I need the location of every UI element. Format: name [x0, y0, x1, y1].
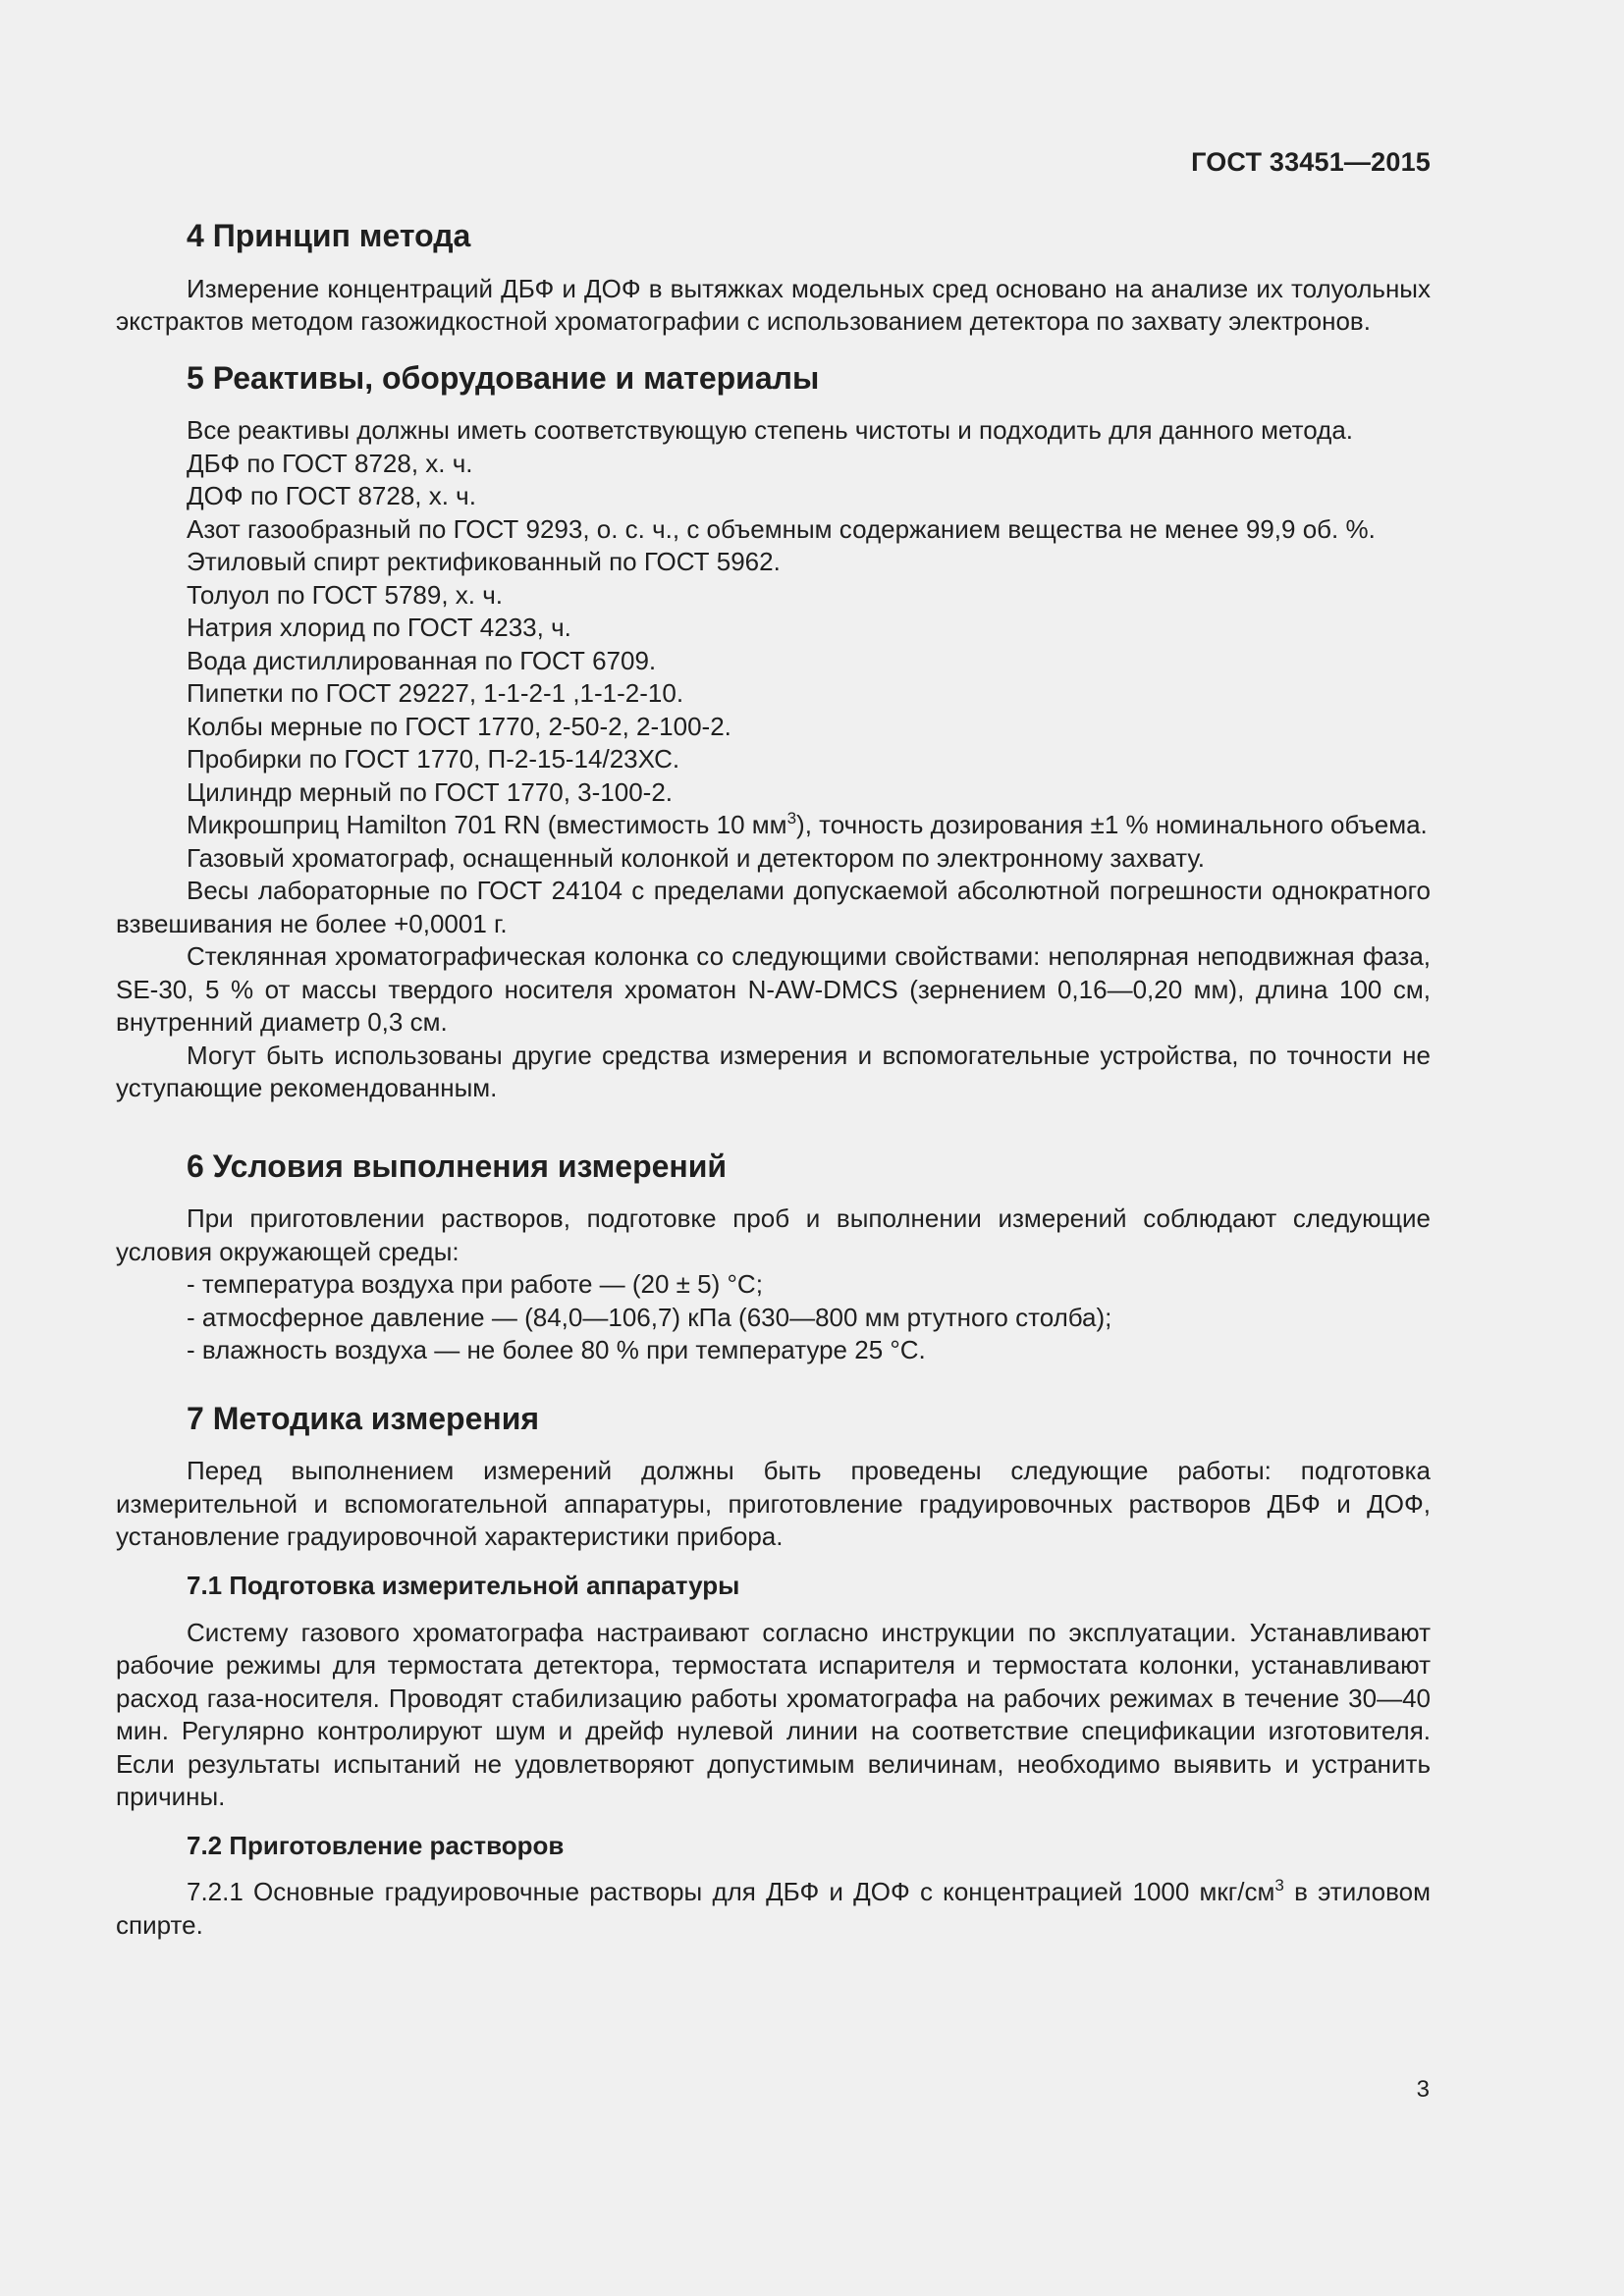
reagent-item: Вода дистиллированная по ГОСТ 6709.: [187, 645, 657, 675]
reagent-item: Этиловый спирт ректификованный по ГОСТ 5962.: [187, 547, 781, 577]
page-number: 3: [1416, 2076, 1430, 2103]
column-item: Стеклянная хроматографическая колонка со следующими свойствами: неполярная неподвижная фаза, SE-30, 5 % от массы твердого носителя хроматон N-AW-DMCS (зернением 0,16—0,20 мм), длина 100 см, внутренний диаметр 0,3 см.: [116, 941, 1431, 1038]
reagent-item: Цилиндр мерный по ГОСТ 1770, 3-100-2.: [187, 776, 674, 807]
reagent-item: Азот газообразный по ГОСТ 9293, о. с. ч., с объемным содержанием вещества не менее 99,9 об. %.: [187, 513, 1376, 544]
reagent-item: Колбы мерные по ГОСТ 1770, 2-50-2, 2-100-2.: [187, 711, 731, 741]
page-content: [116, 216, 1431, 1942]
section-7-2-1-text: 7.2.1 Основные градуировочные растворы для ДБФ и ДОФ с концентрацией 1000 мкг/$см^3$ в этиловом спирте.: [116, 1875, 1431, 1940]
section-7-1-title: 7.1 Подготовка измерительной аппаратуры: [187, 1570, 740, 1600]
section-5-title: 5 Реактивы, оборудование и материалы: [187, 359, 820, 396]
section-7-title: 7 Методика измерения: [187, 1400, 540, 1436]
section-4-title: 4 Принцип метода: [187, 218, 471, 253]
condition-item: - влажность воздуха — не более 80 % при температуре 25 °С.: [187, 1335, 926, 1365]
scales-item: Весы лабораторные по ГОСТ 24104 с пределами допускаемой абсолютной погрешности однократного взвешивания не более +0,0001 г.: [116, 876, 1431, 938]
reagent-item: Пипетки по ГОСТ 29227, 1-1-2-1 ,1-1-2-10.: [187, 678, 684, 709]
microsyringe-item: Микрошприц Hamilton 701 RN (вместимость 10 $мм^3$), точность дозирования ±1 % номинального объема.: [187, 808, 1428, 840]
section-6-intro: При приготовлении растворов, подготовке проб и выполнении измерений соблюдают следующие условия окружающей среды:: [116, 1203, 1431, 1266]
chromatograph-item: Газовый хроматограф, оснащенный колонкой и детектором по электронному захвату.: [187, 842, 1205, 873]
other-equipment-note: Могут быть использованы другие средства измерения и вспомогательные устройства, по точности не уступающие рекомендованным.: [116, 1040, 1431, 1103]
reagent-item: ДОФ по ГОСТ 8728, х. ч.: [187, 481, 476, 511]
section-7-intro: Перед выполнением измерений должны быть проведены следующие работы: подготовка измерительной и вспомогательной аппаратуры, приготовление градуировочных растворов ДБФ и ДОФ, установление градуировочной характеристики прибора.: [116, 1456, 1431, 1552]
reagents-list: [116, 448, 1431, 810]
condition-item: - атмосферное давление — (84,0—106,7) кПа (630—800 мм ртутного столба);: [187, 1302, 1112, 1332]
section-7-2-title: 7.2 Приготовление растворов: [187, 1830, 565, 1860]
reagent-item: ДБФ по ГОСТ 8728, х. ч.: [187, 448, 473, 478]
reagent-item: Толуол по ГОСТ 5789, х. ч.: [187, 579, 504, 610]
reagent-item: Пробирки по ГОСТ 1770, П-2-15-14/23ХС.: [187, 744, 680, 774]
condition-item: - температура воздуха при работе — (20 ± 5) °С;: [187, 1269, 763, 1300]
section-6-title: 6 Условия выполнения измерений: [187, 1148, 728, 1184]
section-4-text: Измерение концентраций ДБФ и ДОФ в вытяжках модельных сред основано на анализе их толуольных экстрактов методом газожидкостной хроматографии с использованием детектора по захвату электронов.: [116, 273, 1431, 337]
section-7-1-text: Систему газового хроматографа настраивают согласно инструкции по эксплуатации. Устанавливают рабочие режимы для термостата детектора, термостата испарителя и термостата колонки, устанавливают расход газа-носителя. Проводят стабилизацию работы хроматографа на рабочих режимах в течение 30—40 мин. Регулярно контролируют шум и дрейф нулевой линии на соответствие спецификации изготовителя. Если результаты испытаний не удовлетворяют допустимым величинам, необходимо выявить и устранить причины.: [116, 1617, 1431, 1812]
section-5-intro: Все реактивы должны иметь соответствующую степень чистоты и подходить для данного метода.: [187, 415, 1354, 446]
reagent-item: Натрия хлорид по ГОСТ 4233, ч.: [187, 613, 571, 643]
conditions-list: [116, 1268, 1431, 1367]
document-id: ГОСТ 33451—2015: [1191, 147, 1431, 177]
